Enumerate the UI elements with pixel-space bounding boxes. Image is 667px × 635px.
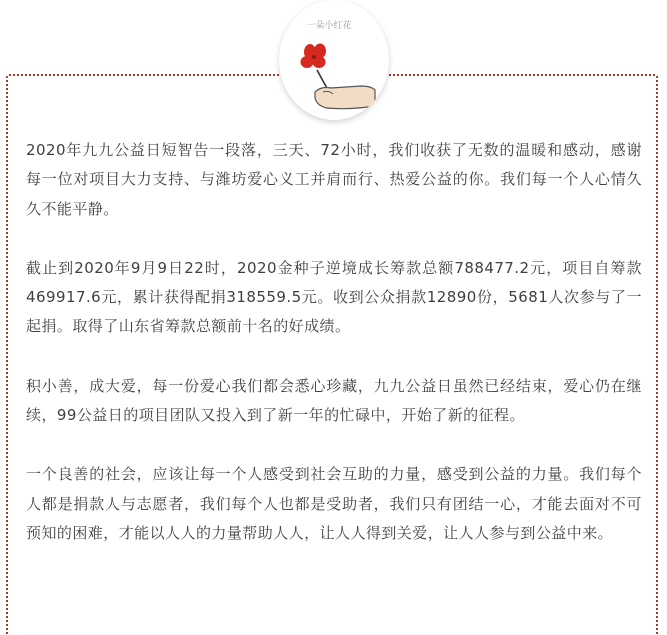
hand-shape [315, 86, 375, 109]
flower-center [312, 55, 316, 59]
paragraph-continue: 积小善，成大爱，每一份爱心我们都会悉心珍藏，九九公益日虽然已经结束，爱心仍在继续，99公益日的项目团队又投入到了新一年的忙碌中，开始了新的征程。 [26, 376, 642, 425]
paragraph-intro: 2020年九九公益日短智告一段落，三天、72小时，我们收获了无数的温暖和感动，感谢每一位对项目大力支持、与潍坊爱心义工并肩而行、热爱公益的你。我们每一个人心情久久不能平静。 [26, 141, 642, 218]
paragraph-results: 截止到2020年9月9日22时，2020金种子逆境成长筹款总额788477.2元，项目自筹款469917.6元，累计获得配捐318559.5元。收到公众捐款12890份，5681人次参与了一起捐。取得了山东省筹款总额前十名的好成绩。 [26, 258, 642, 336]
flower-in-hand-icon [279, 0, 389, 120]
badge-caption: 一朵小红花 [306, 21, 352, 31]
article-body [26, 136, 642, 578]
header-badge [279, 0, 389, 120]
paragraph-society: 一个良善的社会，应该让每一个人感受到社会互助的力量，感受到公益的力量。我们每个人都是捐款人与志愿者，我们每个人也都是受助者，我们只有团结一心，才能去面对不可预知的困难，才能以人人的力量帮助人人，让人人得到关爱，让人人参与到公益中来。 [26, 465, 642, 542]
